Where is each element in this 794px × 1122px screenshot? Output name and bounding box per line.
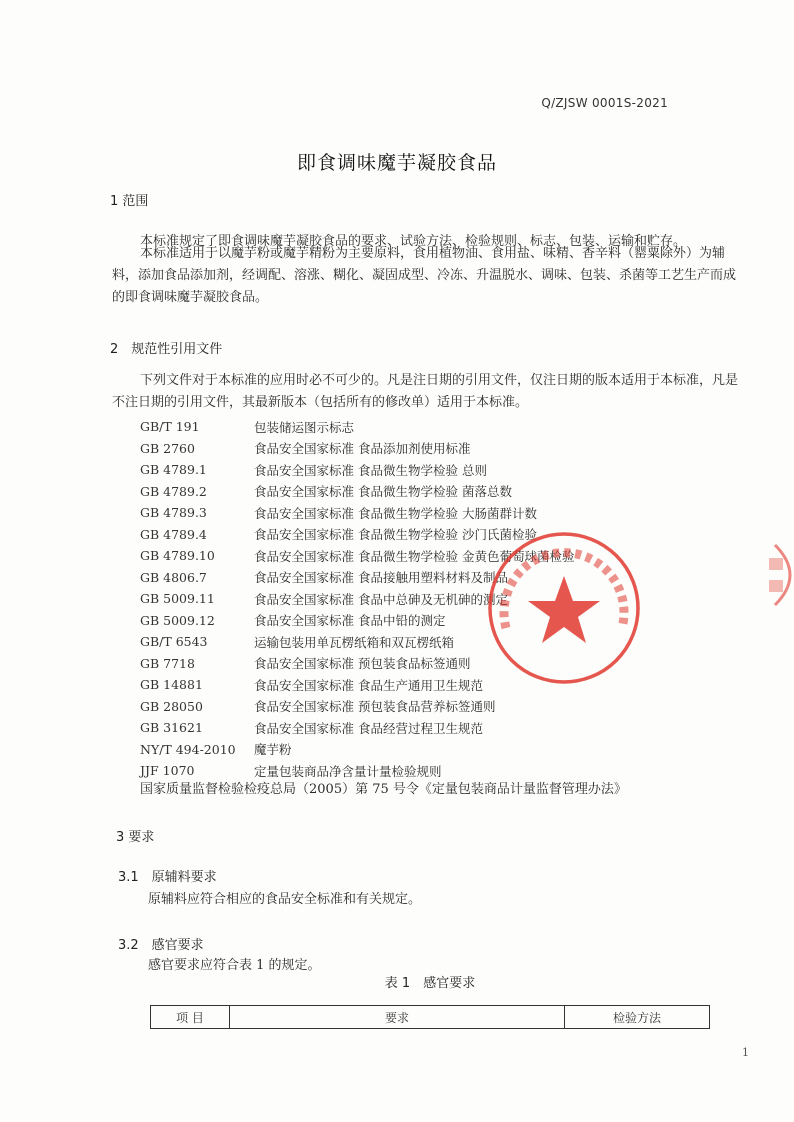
reference-code: GB 4789.4 <box>140 526 207 542</box>
section-3-1-text: 原辅料应符合相应的食品安全标准和有关规定。 <box>148 892 422 907</box>
reference-title: 定量包装商品净含量计量检验规则 <box>254 763 442 779</box>
reference-row <box>140 459 700 481</box>
section-2-intro: 下列文件对于本标准的应用时必不可少的。凡是注日期的引用文件，仅注日期的版本适用于本标准，凡是不注日期的引用文件，其最新版本（包括所有的修改单）适用于本标准。 <box>112 373 739 410</box>
section-3-1-heading: 3.1 原辅料要求 <box>118 870 217 885</box>
partial-seal-edge <box>765 540 794 610</box>
reference-row <box>140 438 700 460</box>
reference-title: 食品安全国家标准 预包装食品标签通则 <box>254 656 471 672</box>
reference-code: JJF 1070 <box>140 763 195 779</box>
reference-title: 食品安全国家标准 食品微生物学检验 菌落总数 <box>254 484 512 500</box>
reference-title: 食品安全国家标准 食品接触用塑料材料及制品 <box>254 570 508 586</box>
reference-title: 食品安全国家标准 食品微生物学检验 金黄色葡萄球菌检验 <box>254 548 575 564</box>
reference-row <box>140 502 700 524</box>
section-1-paragraph-1: 本标准规定了即食调味魔芋凝胶食品的要求、试验方法、检验规则、标志、包装、运输和贮存。 <box>140 234 687 249</box>
reference-title: 食品安全国家标准 食品中总砷及无机砷的测定 <box>254 591 508 607</box>
reference-title: 包装储运图示标志 <box>254 419 355 435</box>
reference-title: 魔芋粉 <box>254 742 292 758</box>
reference-title: 食品安全国家标准 食品中铅的测定 <box>254 613 446 629</box>
reference-code: GB 7718 <box>140 655 195 671</box>
decree-reference: 国家质量监督检验检疫总局（2005）第 75 号令《定量包装商品计量监督管理办法》 <box>140 782 627 797</box>
section-3-2-heading: 3.2 感官要求 <box>118 938 204 953</box>
reference-title: 食品安全国家标准 食品微生物学检验 大肠菌群计数 <box>254 505 537 521</box>
section-1-heading: 1 范围 <box>110 194 149 209</box>
reference-row <box>140 416 700 438</box>
reference-row <box>140 481 700 503</box>
section-3-2-text: 感官要求应符合表 1 的规定。 <box>148 958 321 973</box>
reference-row <box>140 696 700 718</box>
table-1-caption: 表 1 感官要求 <box>384 976 476 991</box>
table-header-item: 项 目 <box>151 1006 230 1029</box>
page-number: 1 <box>742 1046 749 1059</box>
reference-code: GB 4806.7 <box>140 569 207 585</box>
table-header-method: 检验方法 <box>565 1006 710 1029</box>
section-1-paragraph-2: 本标准适用于以魔芋粉或魔芋精粉为主要原料，食用植物油、食用盐、味精、香辛料（罂粟除外）为辅料，添加食品添加剂，经调配、溶涨、糊化、凝固成型、冷冻、升温脱水、调味、包装、杀菌等工艺生产而成的即食调味魔芋凝胶食品。 <box>112 246 737 305</box>
table-1-sensory-requirements <box>150 1005 710 1029</box>
reference-code: GB 4789.2 <box>140 483 207 499</box>
reference-code: GB 14881 <box>140 677 203 693</box>
reference-title: 食品安全国家标准 食品微生物学检验 沙门氏菌检验 <box>254 527 537 543</box>
reference-code: GB 28050 <box>140 698 203 714</box>
reference-row <box>140 739 700 761</box>
reference-code: GB 2760 <box>140 440 195 456</box>
reference-title: 食品安全国家标准 食品微生物学检验 总则 <box>254 462 487 478</box>
reference-row <box>140 717 700 739</box>
reference-title: 食品安全国家标准 食品生产通用卫生规范 <box>254 677 483 693</box>
reference-code: GB 4789.10 <box>140 548 215 564</box>
reference-code: GB 5009.12 <box>140 612 215 628</box>
document-title: 即食调味魔芋凝胶食品 <box>296 152 497 174</box>
reference-code: GB 4789.1 <box>140 462 207 478</box>
reference-code: GB 31621 <box>140 720 203 736</box>
company-seal-stamp <box>484 528 644 688</box>
reference-code: GB/T 6543 <box>140 634 208 650</box>
reference-code: NY/T 494-2010 <box>140 741 236 757</box>
reference-title: 食品安全国家标准 预包装食品营养标签通则 <box>254 699 496 715</box>
reference-code: GB 5009.11 <box>140 591 215 607</box>
reference-title: 食品安全国家标准 食品添加剂使用标准 <box>254 441 471 457</box>
reference-title: 食品安全国家标准 食品经营过程卫生规范 <box>254 720 483 736</box>
reference-title: 运输包装用单瓦楞纸箱和双瓦楞纸箱 <box>254 634 455 650</box>
standard-number: Q/ZJSW 0001S-2021 <box>541 96 668 110</box>
table-header-requirement: 要求 <box>230 1006 565 1029</box>
section-3-heading: 3 要求 <box>116 830 155 845</box>
section-2-heading: 2 规范性引用文件 <box>110 342 223 357</box>
reference-code: GB 4789.3 <box>140 505 207 521</box>
reference-code: GB/T 191 <box>140 419 200 435</box>
